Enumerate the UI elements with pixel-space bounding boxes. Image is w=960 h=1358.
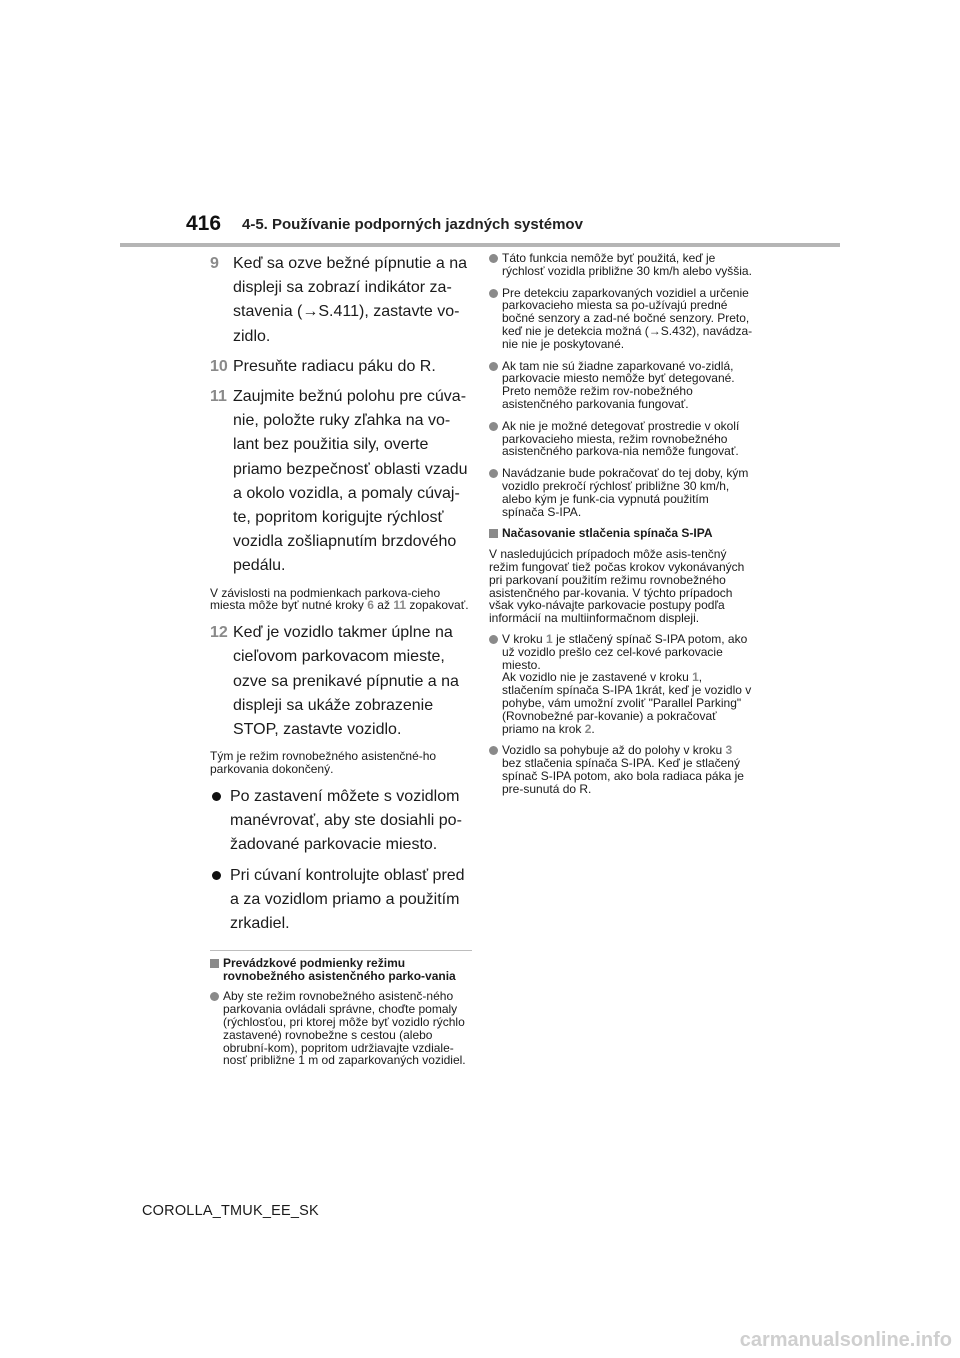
step-ref: 3	[725, 743, 733, 758]
step-text: Presuňte radiacu páku do R.	[233, 357, 436, 375]
section-heading-switch-timing: Načasovanie stlačenia spínača S-IPA	[489, 527, 753, 540]
step-text: Zaujmite bežnú polohu pre cúva-nie, položte ruky zľahka na vo-lant bez použitia sily, overte priamo bezpečnosť oblasti vzadu a okolo vozidla, a pomaly cúvaj-te, popritom korigujte rýchlosť vozidla zošliapnutím brzdového pedálu.	[233, 388, 468, 575]
step-ref: 6	[367, 598, 374, 613]
step-ref: 1	[546, 631, 553, 646]
step-text: Keď sa ozve bežné pípnutie a na displeji sa zobrazí indikátor za-stavenia (→S.411), zastavte vo-zidlo.	[233, 255, 467, 345]
header-rule	[120, 243, 840, 247]
list-item: Pre detekciu zaparkovaných vozidiel a určenie parkovacieho miesta sa po-užívajú predné bočné senzory a zad-né bočné senzory. Preto, keď nie je detekcia možná (→S.432), navádza-nie nie je poskytované.	[489, 287, 753, 351]
bullet-icon	[489, 746, 498, 755]
bullet-icon	[210, 992, 219, 1001]
bullet-maneuver: Po zastavení môžete s vozidlom manévrovať, aby ste dosiahli po-žadované parkovacie miesto.	[210, 785, 472, 857]
list-item: Aby ste režim rovnobežného asistenč-ného parkovania ovládali správne, choďte pomaly (rýchlosťou, pri ktorej môže byť vozidlo rýchlo zastavené) rovnobežne s cestou (alebo obrubní-kom), popritom udržiavajte vzdiale-nosť približne 1 m od zaparkovaných vozidiel.	[210, 990, 472, 1067]
bullet-icon	[489, 254, 498, 263]
bullet-icon	[489, 362, 498, 371]
step-ref: 1	[692, 670, 699, 685]
document-code: COROLLA_TMUK_EE_SK	[142, 1203, 319, 1219]
bullet-icon	[489, 469, 498, 478]
note-completed: Tým je režim rovnobežného asistenčné-ho parkovania dokončený.	[210, 749, 437, 777]
list-item: Ak tam nie sú žiadne zaparkované vo-zidlá, parkovacie miesto nemôže byť detegované. Preto nemôže režim rov-nobežného asistenčného parkovania fungovať.	[489, 360, 753, 411]
step-text: Keď je vozidlo takmer úplne na cieľovom parkovacom mieste, ozve sa prenikavé pípnutie a na displeji sa ukáže zobrazenie STOP, zastavte vozidlo.	[233, 624, 459, 739]
list-item: Vozidlo sa pohybuje až do polohy v kroku 3 bez stlačenia spínača S-IPA. Keď je stlačený spínač S-IPA potom, ako bola radiaca páka je pre-sunutá do R.	[489, 744, 753, 795]
note-repeat-steps: V závislosti na podmienkach parkova-cieho miesta môže byť nutné kroky 6 až 11 zopakovať.	[210, 585, 469, 613]
bullet-icon	[212, 871, 221, 880]
list-item: V kroku 1 je stlačený spínač S-IPA potom, ako už vozidlo prešlo cez cel-kové parkovacie miesto. Ak vozidlo nie je zastavené v kroku 1, stlačením spínača S-IPA 1krát, keď je vozidlo v pohybe, vám umožní zvoliť "Parallel Parking" (Rovnobežné par-kovanie) a pokračovať priamo na krok 2.	[489, 633, 753, 735]
page-number: 416	[186, 212, 222, 235]
section-heading-operating-conditions: Prevádzkové podmienky režimu rovnobežného asistenčného parko-vania	[210, 957, 472, 983]
section-paragraph: V nasledujúcich prípadoch môže asis-tenčný režim fungovať tiež počas krokov vykonávaných pri parkovaní použitím režimu rovnobežného asistenčného par-kovania. V týchto prípadoch však vyko-návajte parkovacie postupy podľa informácií na multiinformačnom displeji.	[489, 547, 745, 626]
step-10	[210, 355, 472, 379]
list-item: Navádzanie bude pokračovať do tej doby, kým vozidlo prekročí rýchlosť približne 30 km/h, alebo kým je funk-cia vypnutá použitím spínača S-IPA.	[489, 467, 753, 518]
bullet-icon	[489, 289, 498, 298]
right-column	[489, 252, 753, 804]
section-divider	[210, 950, 472, 951]
bullet-check-area: Pri cúvaní kontrolujte oblasť pred a za vozidlom priamo a použitím zrkadiel.	[210, 864, 472, 936]
step-ref: 2	[584, 721, 592, 736]
watermark: carmanualsonline.info	[739, 1329, 952, 1351]
step-9	[210, 252, 472, 349]
step-number: 10	[210, 357, 228, 375]
bullet-icon	[489, 635, 498, 644]
list-item: Táto funkcia nemôže byť použitá, keď je rýchlosť vozidla približne 30 km/h alebo vyššia.	[489, 252, 753, 278]
bullet-icon	[489, 422, 498, 431]
bullet-icon	[212, 792, 221, 801]
step-ref: 11	[393, 598, 406, 613]
square-bullet-icon	[489, 529, 498, 538]
list-item: Ak nie je možné detegovať prostredie v okolí parkovacieho miesta, režim rovnobežného asistenčného parkova-nia nemôže fungovať.	[489, 420, 753, 458]
step-number: 9	[210, 255, 219, 272]
step-11	[210, 385, 472, 579]
section-title: 4-5. Používanie podporných jazdných systémov	[242, 216, 583, 233]
step-number: 12	[210, 624, 228, 642]
step-12	[210, 621, 472, 742]
square-bullet-icon	[210, 959, 219, 968]
step-number: 11	[210, 388, 227, 406]
left-column	[210, 252, 472, 1076]
